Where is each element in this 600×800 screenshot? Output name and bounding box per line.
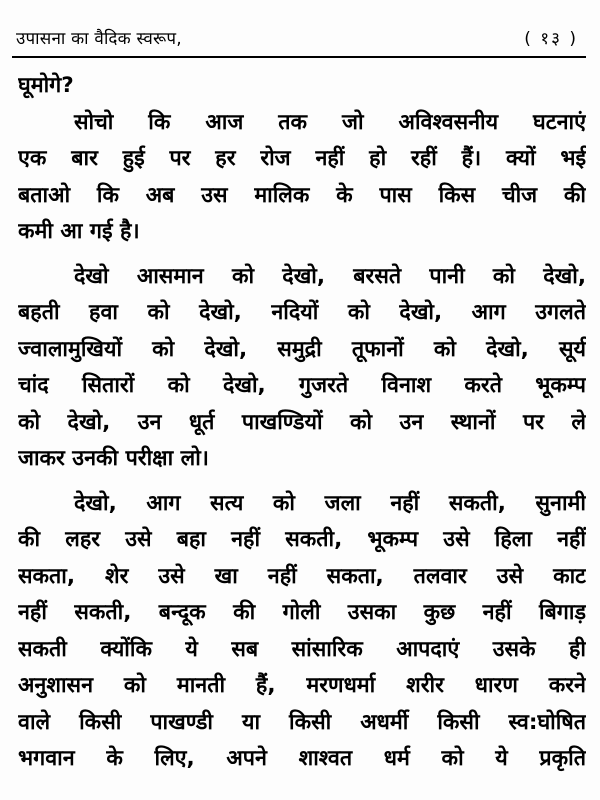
text-line: वाले किसी पाखण्डी या किसी अधर्मी किसी स्व:घोषित — [18, 709, 586, 735]
text-line: को देखो, उन धूर्त पाखण्डियों को उन स्थानों पर ले — [18, 409, 586, 435]
running-head: उपासना का वैदिक स्वरूप, — [16, 29, 182, 49]
text-line: अनुशासन को मानती हैं, मरणधर्मा शरीर धारण करने — [18, 673, 586, 698]
text-line: घूमोगे? — [18, 73, 74, 98]
text-line: देखो, आग सत्य को जला नहीं सकती, सुनामी — [74, 490, 586, 516]
text-line: देखो आसमान को देखो, बरसते पानी को देखो, — [74, 263, 586, 289]
text-line: चांद सितारों को देखो, गुजरते विनाश करते भूकम्प — [18, 373, 586, 398]
text-line: एक बार हुई पर हर रोज नहीं हो रहीं हैं। क्यों भई — [18, 146, 586, 171]
text-line: सकता, शेर उसे खा नहीं सकता, तलवार उसे काट — [18, 563, 586, 589]
text-line: सोचो कि आज तक जो अविश्वसनीय घटनाएं — [74, 109, 586, 135]
body-text — [18, 68, 586, 778]
page-number: ( १३ ) — [524, 29, 578, 49]
text-line: सकती क्योंकि ये सब सांसारिक आपदाएं उसके ही — [18, 636, 586, 662]
text-line: बताओ कि अब उस मालिक के पास किस चीज की — [18, 182, 586, 208]
text-line: कमी आ गई है। — [18, 219, 140, 244]
header-rule — [12, 56, 586, 58]
text-line: भगवान के लिए, अपने शाश्वत धर्म को ये प्रकृति — [18, 746, 586, 771]
text-line: बहती हवा को देखो, नदियों को देखो, आग उगलते — [18, 300, 586, 325]
page-header — [16, 26, 578, 54]
text-line: नहीं सकती, बन्दूक की गोली उसका कुछ नहीं बिगाड़ — [18, 600, 586, 625]
text-line: की लहर उसे बहा नहीं सकती, भूकम्प उसे हिला नहीं — [18, 527, 586, 552]
text-line: जाकर उनकी परीक्षा लो। — [18, 446, 209, 471]
text-line: ज्वालामुखियों को देखो, समुद्री तूफानों को देखो, सूर्य — [18, 336, 586, 362]
